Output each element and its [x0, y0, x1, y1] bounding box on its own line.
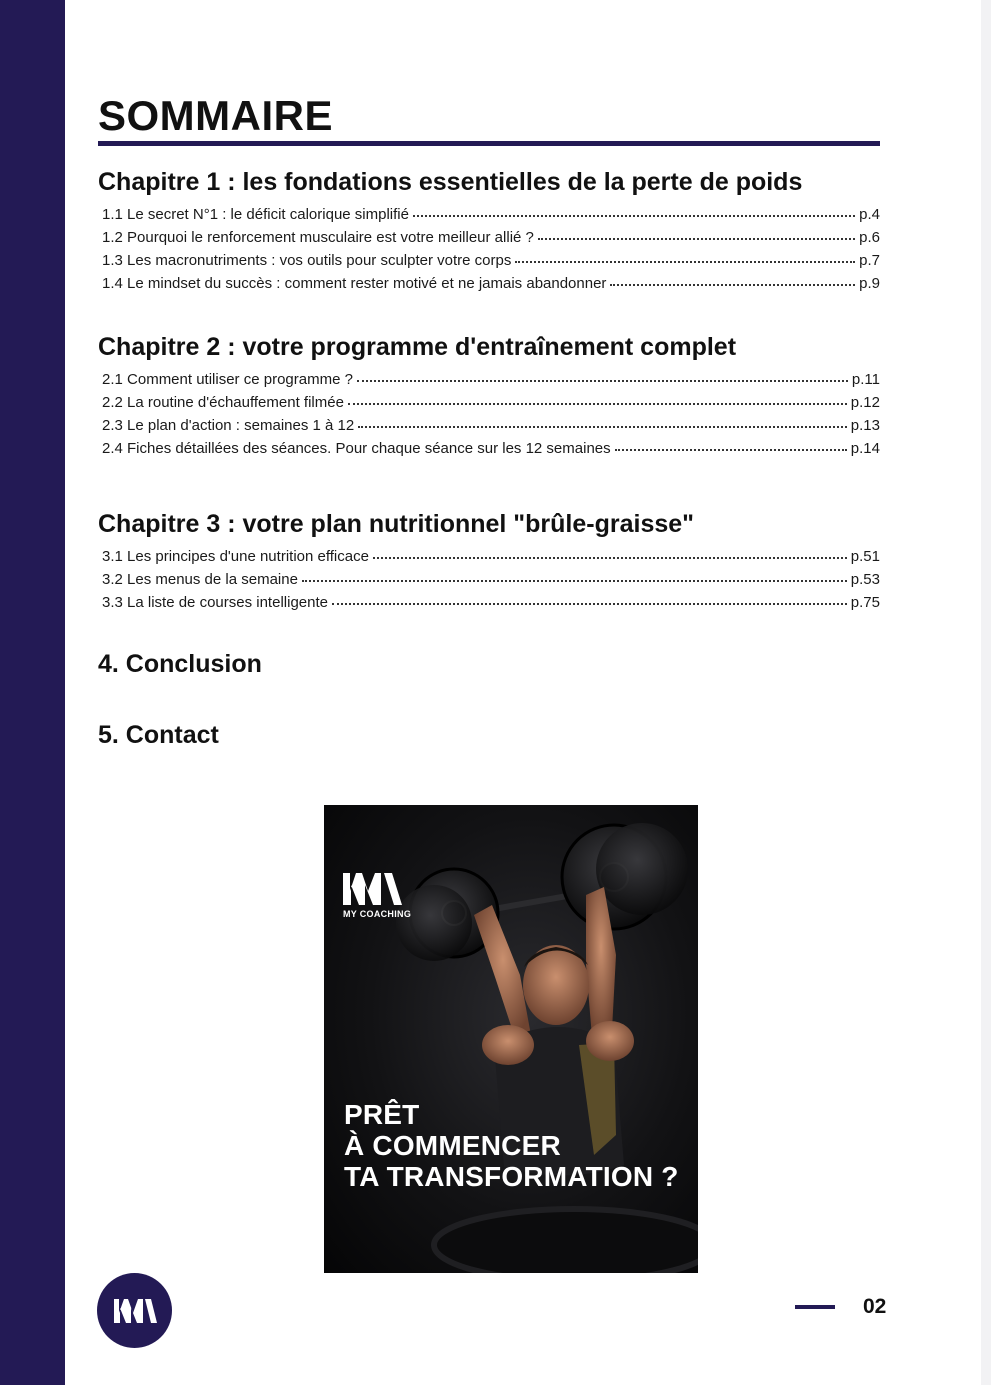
sidebar-band: [0, 0, 65, 1385]
toc-entry[interactable]: [102, 437, 880, 460]
brand-logo-icon: [343, 873, 381, 905]
toc-entry[interactable]: [102, 226, 880, 249]
toc-entry-label: 2.3 Le plan d'action : semaines 1 à 12: [102, 417, 355, 434]
toc-entry-page: p.12: [850, 394, 880, 411]
toc-entry[interactable]: [102, 568, 880, 591]
toc-entry-page: p.75: [850, 594, 880, 611]
toc-entry[interactable]: [102, 272, 880, 295]
conclusion-heading[interactable]: 4. Conclusion: [98, 650, 262, 678]
dot-leader: [610, 281, 855, 286]
contact-heading[interactable]: 5. Contact: [98, 721, 219, 749]
dot-leader: [538, 235, 855, 240]
page-number-rule: [795, 1305, 835, 1309]
page-edge: [981, 0, 991, 1385]
dot-leader: [358, 423, 847, 428]
dot-leader: [302, 577, 847, 582]
toc-entry-page: p.53: [850, 571, 880, 588]
toc-entry-label: 1.2 Pourquoi le renforcement musculaire est votre meilleur allié ?: [102, 229, 534, 246]
toc-entry[interactable]: [102, 591, 880, 614]
toc-entry-page: p.13: [850, 417, 880, 434]
toc-entry-label: 3.2 Les menus de la semaine: [102, 571, 298, 588]
dot-leader: [348, 400, 847, 405]
chapter-heading: Chapitre 1 : les fondations essentielles de la perte de poids: [98, 168, 803, 196]
toc-entry[interactable]: [102, 545, 880, 568]
toc-entry-page: p.9: [859, 275, 880, 292]
toc-entry-label: 2.4 Fiches détaillées des séances. Pour chaque séance sur les 12 semaines: [102, 440, 611, 457]
toc-entry-label: 1.1 Le secret N°1 : le déficit calorique simplifié: [102, 206, 409, 223]
toc-list: [98, 203, 880, 295]
promo-headline: [344, 1099, 679, 1192]
toc-entry-label: 1.4 Le mindset du succès : comment rester motivé et ne jamais abandonner: [102, 275, 607, 292]
headline-line: TA TRANSFORMATION ?: [344, 1161, 679, 1192]
toc-entry-page: p.14: [850, 440, 880, 457]
dot-leader: [515, 258, 855, 263]
toc-entry[interactable]: [102, 203, 880, 226]
toc-entry-label: 1.3 Les macronutriments : vos outils pour sculpter votre corps: [102, 252, 512, 269]
chapter-heading: Chapitre 2 : votre programme d'entraînement complet: [98, 333, 737, 361]
chapter-1: [98, 168, 880, 295]
brand-name: MY COACHING: [343, 909, 412, 919]
dot-leader: [373, 554, 847, 559]
toc-entry-page: p.11: [851, 371, 880, 388]
chapter-2: [98, 333, 880, 460]
toc-list: [98, 545, 880, 614]
toc-entry[interactable]: [102, 414, 880, 437]
toc-entry-label: 2.2 La routine d'échauffement filmée: [102, 394, 344, 411]
toc-entry-label: 3.1 Les principes d'une nutrition efficace: [102, 548, 369, 565]
toc-entry-label: 2.1 Comment utiliser ce programme ?: [102, 371, 353, 388]
toc-list: [98, 368, 880, 460]
chapter-heading: Chapitre 3 : votre plan nutritionnel "brûle-graisse": [98, 510, 695, 538]
page-number: 02: [863, 1295, 887, 1318]
athlete-illustration: [324, 805, 698, 1273]
dot-leader: [332, 600, 847, 605]
page-title: SOMMAIRE: [98, 92, 333, 139]
dot-leader: [413, 212, 855, 217]
toc-entry-page: p.4: [859, 206, 880, 223]
toc-entry[interactable]: [102, 368, 880, 391]
toc-entry-page: p.6: [859, 229, 880, 246]
dot-leader: [357, 377, 848, 382]
toc-entry[interactable]: [102, 391, 880, 414]
toc-entry-page: p.7: [859, 252, 880, 269]
toc-entry[interactable]: [102, 249, 880, 272]
toc-entry-label: 3.3 La liste de courses intelligente: [102, 594, 328, 611]
title-underline: [98, 141, 880, 146]
chapter-3: [98, 510, 880, 614]
toc-entry-page: p.51: [850, 548, 880, 565]
headline-line: PRÊT: [344, 1099, 420, 1130]
brand-badge-icon: [97, 1273, 172, 1348]
headline-line: À COMMENCER: [344, 1130, 561, 1161]
dot-leader: [615, 446, 847, 451]
promo-image: [324, 805, 698, 1273]
